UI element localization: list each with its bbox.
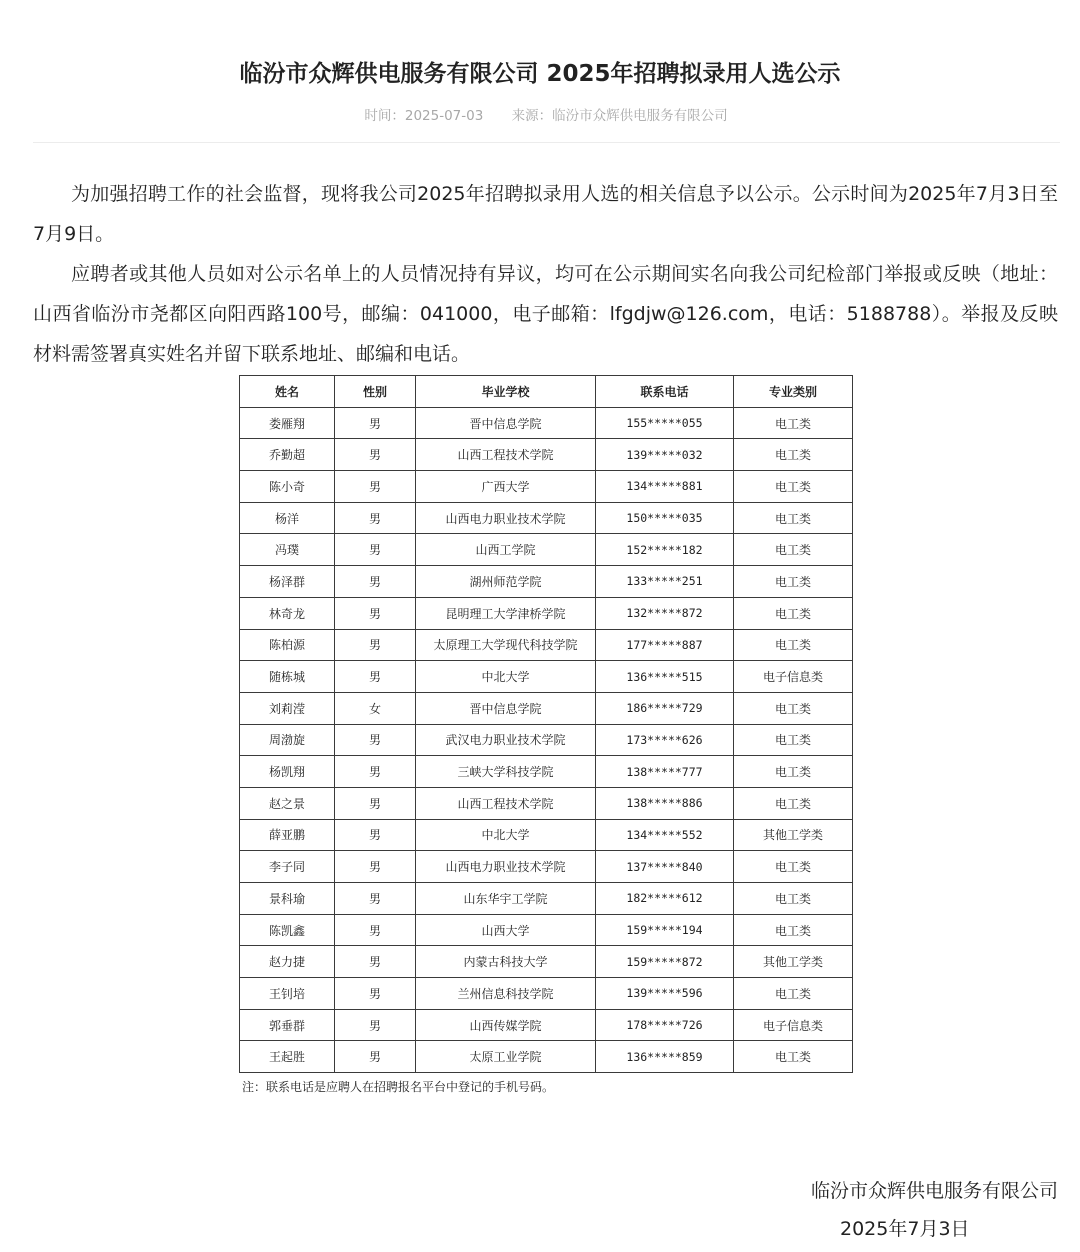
header-school: 毕业学校	[416, 376, 596, 408]
cell-name: 杨洋	[240, 502, 335, 534]
cell-major: 电工类	[734, 756, 853, 788]
table-row	[240, 534, 853, 566]
cell-phone: 136*****859	[596, 1041, 734, 1073]
cell-name: 刘莉滢	[240, 692, 335, 724]
publish-time: 时间：2025-07-03	[364, 108, 484, 124]
cell-phone: 139*****596	[596, 978, 734, 1010]
cell-school: 内蒙古科技大学	[416, 946, 596, 978]
cell-school: 晋中信息学院	[416, 692, 596, 724]
header-name: 姓名	[240, 376, 335, 408]
table-row	[240, 1041, 853, 1073]
cell-gender: 男	[335, 629, 416, 661]
cell-phone: 186*****729	[596, 692, 734, 724]
cell-school: 湖州师范学院	[416, 566, 596, 598]
cell-school: 太原工业学院	[416, 1041, 596, 1073]
cell-name: 林奇龙	[240, 597, 335, 629]
cell-school: 武汉电力职业技术学院	[416, 724, 596, 756]
header-gender: 性别	[335, 376, 416, 408]
cell-phone: 139*****032	[596, 439, 734, 471]
cell-major: 电工类	[734, 629, 853, 661]
cell-major: 电工类	[734, 914, 853, 946]
cell-gender: 女	[335, 692, 416, 724]
table-body	[240, 407, 853, 1072]
cell-gender: 男	[335, 471, 416, 503]
table-row	[240, 724, 853, 756]
cell-phone: 134*****881	[596, 471, 734, 503]
article-meta	[0, 104, 1080, 124]
cell-major: 电工类	[734, 597, 853, 629]
table-row	[240, 566, 853, 598]
cell-phone: 155*****055	[596, 407, 734, 439]
cell-phone: 137*****840	[596, 851, 734, 883]
table-row	[240, 471, 853, 503]
cell-school: 中北大学	[416, 661, 596, 693]
table-note: 注：联系电话是应聘人在招聘报名平台中登记的手机号码。	[242, 1080, 555, 1094]
signature-date: 2025年7月3日	[840, 1218, 970, 1240]
cell-gender: 男	[335, 566, 416, 598]
cell-school: 晋中信息学院	[416, 407, 596, 439]
cell-school: 兰州信息科技学院	[416, 978, 596, 1010]
cell-school: 广西大学	[416, 471, 596, 503]
table-row	[240, 819, 853, 851]
cell-gender: 男	[335, 883, 416, 915]
cell-school: 山东华宇工学院	[416, 883, 596, 915]
cell-major: 电工类	[734, 471, 853, 503]
cell-gender: 男	[335, 407, 416, 439]
table-row	[240, 946, 853, 978]
cell-phone: 178*****726	[596, 1009, 734, 1041]
cell-major: 电工类	[734, 978, 853, 1010]
cell-name: 陈小奇	[240, 471, 335, 503]
cell-school: 中北大学	[416, 819, 596, 851]
cell-name: 景科瑜	[240, 883, 335, 915]
cell-major: 电工类	[734, 883, 853, 915]
page-title: 临汾市众辉供电服务有限公司 2025年招聘拟录用人选公示	[239, 61, 841, 87]
header-divider	[33, 142, 1060, 143]
cell-phone: 134*****552	[596, 819, 734, 851]
cell-school: 山西工程技术学院	[416, 787, 596, 819]
cell-phone: 177*****887	[596, 629, 734, 661]
cell-phone: 138*****886	[596, 787, 734, 819]
cell-major: 电工类	[734, 439, 853, 471]
cell-major: 其他工学类	[734, 819, 853, 851]
cell-school: 山西工程技术学院	[416, 439, 596, 471]
header-major: 专业类别	[734, 376, 853, 408]
cell-gender: 男	[335, 502, 416, 534]
cell-gender: 男	[335, 439, 416, 471]
table-row	[240, 661, 853, 693]
cell-phone: 152*****182	[596, 534, 734, 566]
cell-name: 乔勤超	[240, 439, 335, 471]
table-row	[240, 883, 853, 915]
table-row	[240, 1009, 853, 1041]
cell-name: 周渤旋	[240, 724, 335, 756]
cell-name: 郭垂群	[240, 1009, 335, 1041]
cell-major: 电工类	[734, 534, 853, 566]
cell-name: 陈柏源	[240, 629, 335, 661]
cell-gender: 男	[335, 724, 416, 756]
cell-phone: 150*****035	[596, 502, 734, 534]
header-phone: 联系电话	[596, 376, 734, 408]
cell-gender: 男	[335, 851, 416, 883]
cell-major: 电工类	[734, 407, 853, 439]
table-row	[240, 597, 853, 629]
cell-phone: 182*****612	[596, 883, 734, 915]
cell-gender: 男	[335, 819, 416, 851]
cell-school: 山西工学院	[416, 534, 596, 566]
table-row	[240, 692, 853, 724]
table-row	[240, 851, 853, 883]
table-row	[240, 629, 853, 661]
cell-major: 电子信息类	[734, 661, 853, 693]
table-row	[240, 439, 853, 471]
cell-name: 王起胜	[240, 1041, 335, 1073]
cell-major: 电工类	[734, 502, 853, 534]
table-row	[240, 502, 853, 534]
cell-school: 三峡大学科技学院	[416, 756, 596, 788]
cell-name: 随栋城	[240, 661, 335, 693]
cell-name: 王钊培	[240, 978, 335, 1010]
cell-name: 陈凯鑫	[240, 914, 335, 946]
complaint-paragraph: 应聘者或其他人员如对公示名单上的人员情况持有异议，均可在公示期间实名向我公司纪检部门举报或反映（地址：山西省临汾市尧都区向阳西路100号，邮编：041000，电子邮箱：lfgdjw@126.com，电话：5188788）。举报及反映材料需签署真实姓名并留下联系地址、邮编和电话。	[33, 263, 1058, 365]
candidate-table	[239, 375, 853, 1073]
cell-school: 山西电力职业技术学院	[416, 502, 596, 534]
intro-paragraph: 为加强招聘工作的社会监督，现将我公司2025年招聘拟录用人选的相关信息予以公示。公示时间为2025年7月3日至7月9日。	[33, 183, 1058, 245]
cell-gender: 男	[335, 534, 416, 566]
cell-phone: 136*****515	[596, 661, 734, 693]
cell-name: 赵之景	[240, 787, 335, 819]
cell-major: 电子信息类	[734, 1009, 853, 1041]
cell-gender: 男	[335, 1009, 416, 1041]
cell-name: 李子同	[240, 851, 335, 883]
cell-phone: 159*****194	[596, 914, 734, 946]
cell-name: 杨凯翔	[240, 756, 335, 788]
table-row	[240, 914, 853, 946]
table-row	[240, 978, 853, 1010]
cell-gender: 男	[335, 1041, 416, 1073]
cell-gender: 男	[335, 978, 416, 1010]
cell-school: 昆明理工大学津桥学院	[416, 597, 596, 629]
cell-phone: 159*****872	[596, 946, 734, 978]
cell-name: 赵力捷	[240, 946, 335, 978]
signature-org: 临汾市众辉供电服务有限公司	[810, 1180, 1058, 1202]
cell-major: 电工类	[734, 1041, 853, 1073]
cell-name: 杨泽群	[240, 566, 335, 598]
cell-gender: 男	[335, 946, 416, 978]
cell-gender: 男	[335, 756, 416, 788]
cell-school: 山西大学	[416, 914, 596, 946]
cell-phone: 138*****777	[596, 756, 734, 788]
cell-gender: 男	[335, 661, 416, 693]
cell-major: 电工类	[734, 692, 853, 724]
cell-phone: 133*****251	[596, 566, 734, 598]
cell-gender: 男	[335, 914, 416, 946]
cell-name: 冯璞	[240, 534, 335, 566]
cell-major: 其他工学类	[734, 946, 853, 978]
cell-major: 电工类	[734, 566, 853, 598]
cell-school: 山西传媒学院	[416, 1009, 596, 1041]
cell-gender: 男	[335, 787, 416, 819]
cell-phone: 132*****872	[596, 597, 734, 629]
table-row	[240, 407, 853, 439]
cell-name: 娄雁翔	[240, 407, 335, 439]
table-row	[240, 756, 853, 788]
cell-major: 电工类	[734, 851, 853, 883]
cell-major: 电工类	[734, 724, 853, 756]
cell-major: 电工类	[734, 787, 853, 819]
table-row	[240, 787, 853, 819]
cell-school: 山西电力职业技术学院	[416, 851, 596, 883]
cell-school: 太原理工大学现代科技学院	[416, 629, 596, 661]
cell-name: 薛亚鹏	[240, 819, 335, 851]
table-header-row	[240, 376, 853, 408]
cell-gender: 男	[335, 597, 416, 629]
article-source: 来源：临汾市众辉供电服务有限公司	[511, 108, 728, 124]
cell-phone: 173*****626	[596, 724, 734, 756]
